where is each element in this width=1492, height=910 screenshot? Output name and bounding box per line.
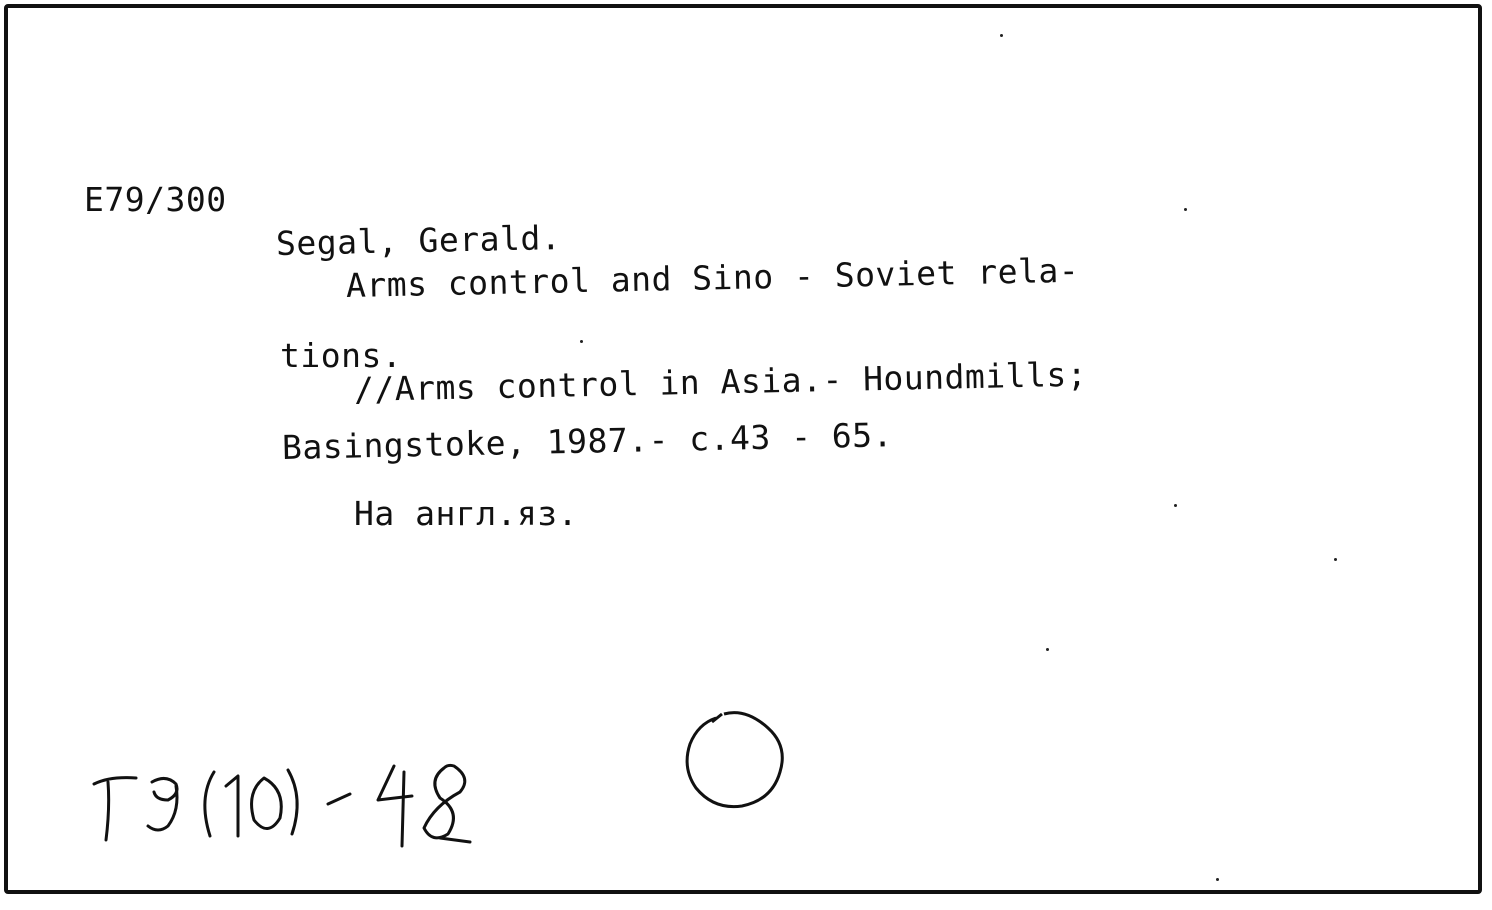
source-line-2: Basingstoke, 1987.- c.43 - 65. xyxy=(281,415,894,467)
scan-speck xyxy=(1174,504,1177,507)
scan-speck xyxy=(1000,34,1003,37)
scan-speck xyxy=(1334,558,1337,561)
scan-speck xyxy=(1216,878,1219,881)
source-line-1: //Arms control in Asia.- Houndmills; xyxy=(353,354,1088,409)
scan-speck xyxy=(1046,648,1049,651)
handwritten-shelf-code xyxy=(88,748,488,858)
scan-speck xyxy=(1184,208,1187,211)
title-line-1: Arms control and Sino - Soviet rela- xyxy=(345,250,1080,305)
scan-speck xyxy=(580,340,583,343)
call-number: E79/300 xyxy=(84,180,227,219)
title-line-2: tions. xyxy=(280,336,403,375)
circle-mark xyxy=(676,706,794,814)
language-note: На англ.яз. xyxy=(354,494,579,533)
author-line: Segal, Gerald. xyxy=(275,218,562,263)
